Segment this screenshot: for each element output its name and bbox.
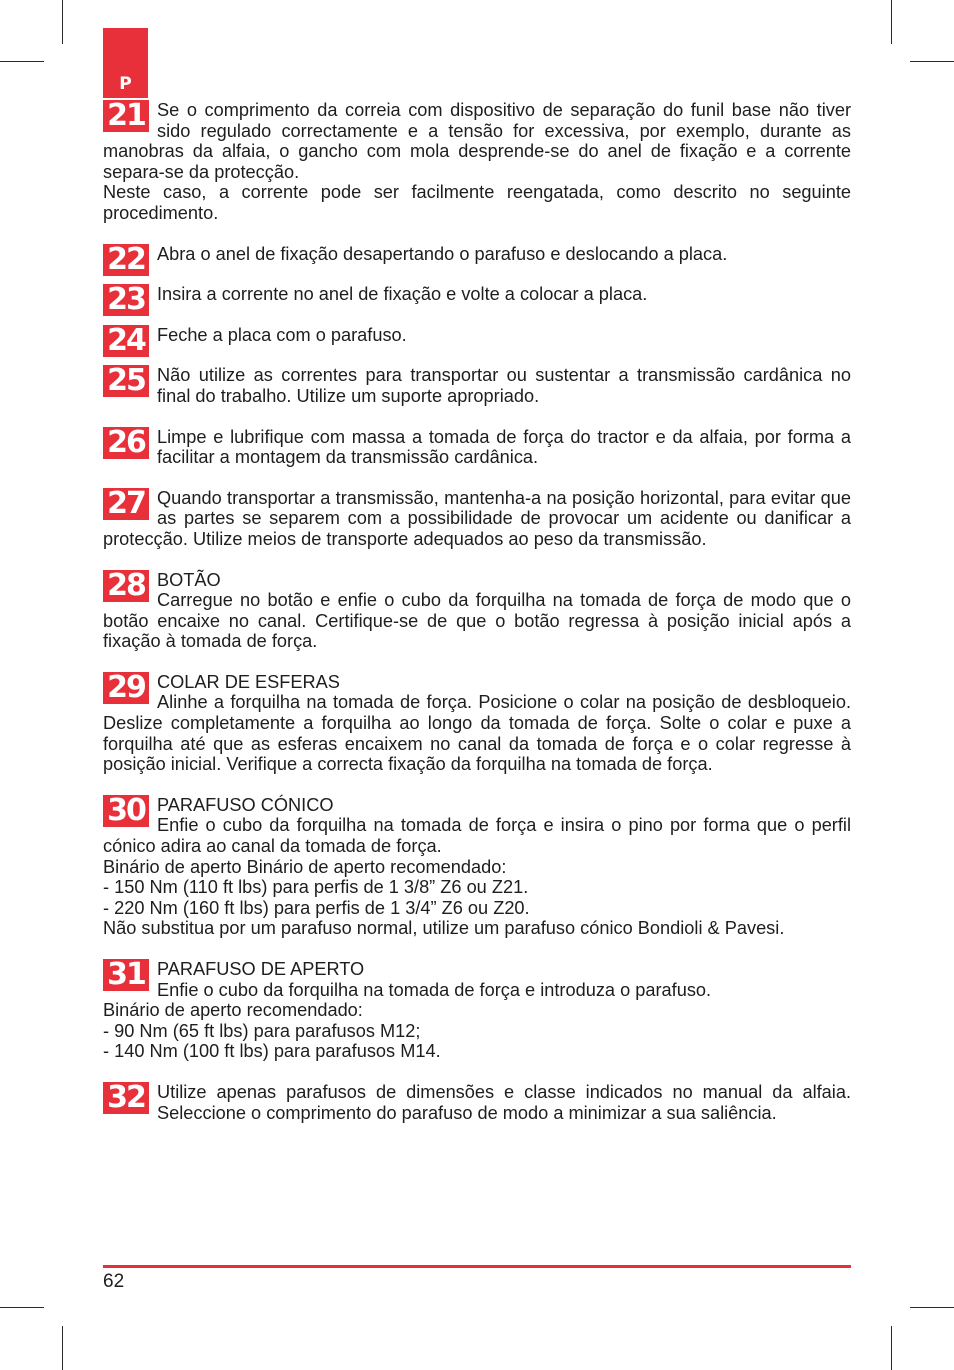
step-heading: BOTÃO — [157, 569, 221, 590]
step-text: Não substitua por um parafuso normal, utilize um parafuso cónico Bondioli & Pavesi. — [103, 918, 785, 939]
crop-mark — [891, 0, 892, 44]
step-26 — [103, 424, 851, 468]
step-31 — [103, 959, 851, 1062]
step-number-badge: 24 — [103, 325, 149, 357]
step-number-badge: 26 — [103, 427, 149, 459]
crop-mark — [0, 1307, 44, 1308]
language-tab-letter: P — [119, 74, 132, 94]
step-30 — [103, 792, 851, 939]
step-number-badge: 29 — [103, 672, 149, 704]
step-number-badge: 32 — [103, 1082, 149, 1114]
step-text: - 220 Nm (160 ft lbs) para perfis de 1 3/4” Z6 ou Z20. — [103, 897, 530, 918]
step-number-badge: 28 — [103, 570, 149, 602]
crop-mark — [0, 61, 44, 62]
crop-mark — [910, 1307, 954, 1308]
step-text: Enfie o cubo da forquilha na tomada de força e insira o pino por forma que o perfil cónico adira ao canal da tomada de força. — [103, 815, 851, 857]
step-heading: COLAR DE ESFERAS — [157, 671, 340, 692]
step-text: Limpe e lubrifique com massa a tomada de força do tractor e da alfaia, por forma a facilitar a montagem da transmissão cardânica. — [157, 426, 851, 468]
crop-mark — [910, 61, 954, 62]
step-text: - 90 Nm (65 ft lbs) para parafusos M12; — [103, 1020, 421, 1041]
step-number-badge: 30 — [103, 795, 149, 827]
step-28 — [103, 567, 851, 652]
instructions-body — [103, 100, 851, 1123]
step-27 — [103, 485, 851, 550]
step-text: Quando transportar a transmissão, mantenha-a na posição horizontal, para evitar que as partes se separem com a possibilidade de provocar um acidente ou danificar a protecção. Utilize meios de transporte adequados ao peso da transmissão. — [103, 487, 851, 549]
step-text: Não utilize as correntes para transportar ou sustentar a transmissão cardânica no final do trabalho. Utilize um suporte apropriado. — [157, 365, 851, 406]
step-number-badge: 21 — [103, 100, 149, 132]
step-heading: PARAFUSO DE APERTO — [157, 959, 365, 979]
step-24 — [103, 322, 851, 358]
crop-mark — [62, 1326, 63, 1370]
step-number-badge: 31 — [103, 959, 149, 991]
step-number-badge: 27 — [103, 488, 149, 520]
step-text: Neste caso, a corrente pode ser facilmente reengatada, como descrito no seguinte procedimento. — [103, 182, 851, 223]
step-text: Binário de aperto recomendado: — [103, 1000, 363, 1021]
step-text: Insira a corrente no anel de fixação e volte a colocar a placa. — [157, 284, 648, 305]
step-25 — [103, 365, 851, 406]
step-number-badge: 22 — [103, 244, 149, 276]
crop-mark — [62, 0, 63, 44]
step-text: Abra o anel de fixação desapertando o parafuso e deslocando a placa. — [157, 243, 728, 264]
step-text: Utilize apenas parafusos de dimensões e classe indicados no manual da alfaia. Seleccione o comprimento do parafuso de modo a minimizar a sua saliência. — [157, 1081, 851, 1123]
crop-mark — [891, 1326, 892, 1370]
step-22 — [103, 241, 851, 277]
step-heading: PARAFUSO CÓNICO — [157, 794, 334, 815]
step-21 — [103, 100, 851, 224]
step-number-badge: 25 — [103, 365, 149, 397]
step-text: Carregue no botão e enfie o cubo da forquilha na tomada de força de modo que o botão encaixe no canal. Certifique-se de que o botão regressa à posição inicial após a fixação à tomada de força. — [103, 590, 851, 652]
step-23 — [103, 282, 851, 318]
step-text: Alinhe a forquilha na tomada de força. Posicione o colar na posição de desbloqueio. Deslize completamente a forquilha ao longo da tomada de força. Solte o colar e puxe a forquilha até que as esferas encaixem no canal da tomada de força e o colar regresse à posição inicial. Verifique a correcta fixação da forquilha na tomada de força. — [103, 692, 851, 775]
step-text: - 140 Nm (100 ft lbs) para parafusos M14. — [103, 1041, 441, 1062]
page-number: 62 — [103, 1271, 125, 1292]
language-tab — [103, 28, 148, 98]
step-29 — [103, 669, 851, 775]
step-text: Se o comprimento da correia com dispositivo de separação do funil base não tiver sido regulado correctamente e a tensão for excessiva, por exemplo, durante as manobras da alfaia, o gancho com mola desprende-se do anel de fixação e a corrente separa-se da protecção. — [103, 100, 851, 182]
step-text: Feche a placa com o parafuso. — [157, 324, 407, 345]
footer-divider — [103, 1265, 851, 1268]
step-text: Binário de aperto Binário de aperto recomendado: — [103, 856, 507, 877]
step-text: Enfie o cubo da forquilha na tomada de força e introduza o parafuso. — [157, 979, 712, 1000]
step-text: - 150 Nm (110 ft lbs) para perfis de 1 3/8” Z6 ou Z21. — [103, 877, 529, 898]
step-number-badge: 23 — [103, 284, 149, 316]
step-32 — [103, 1079, 851, 1123]
